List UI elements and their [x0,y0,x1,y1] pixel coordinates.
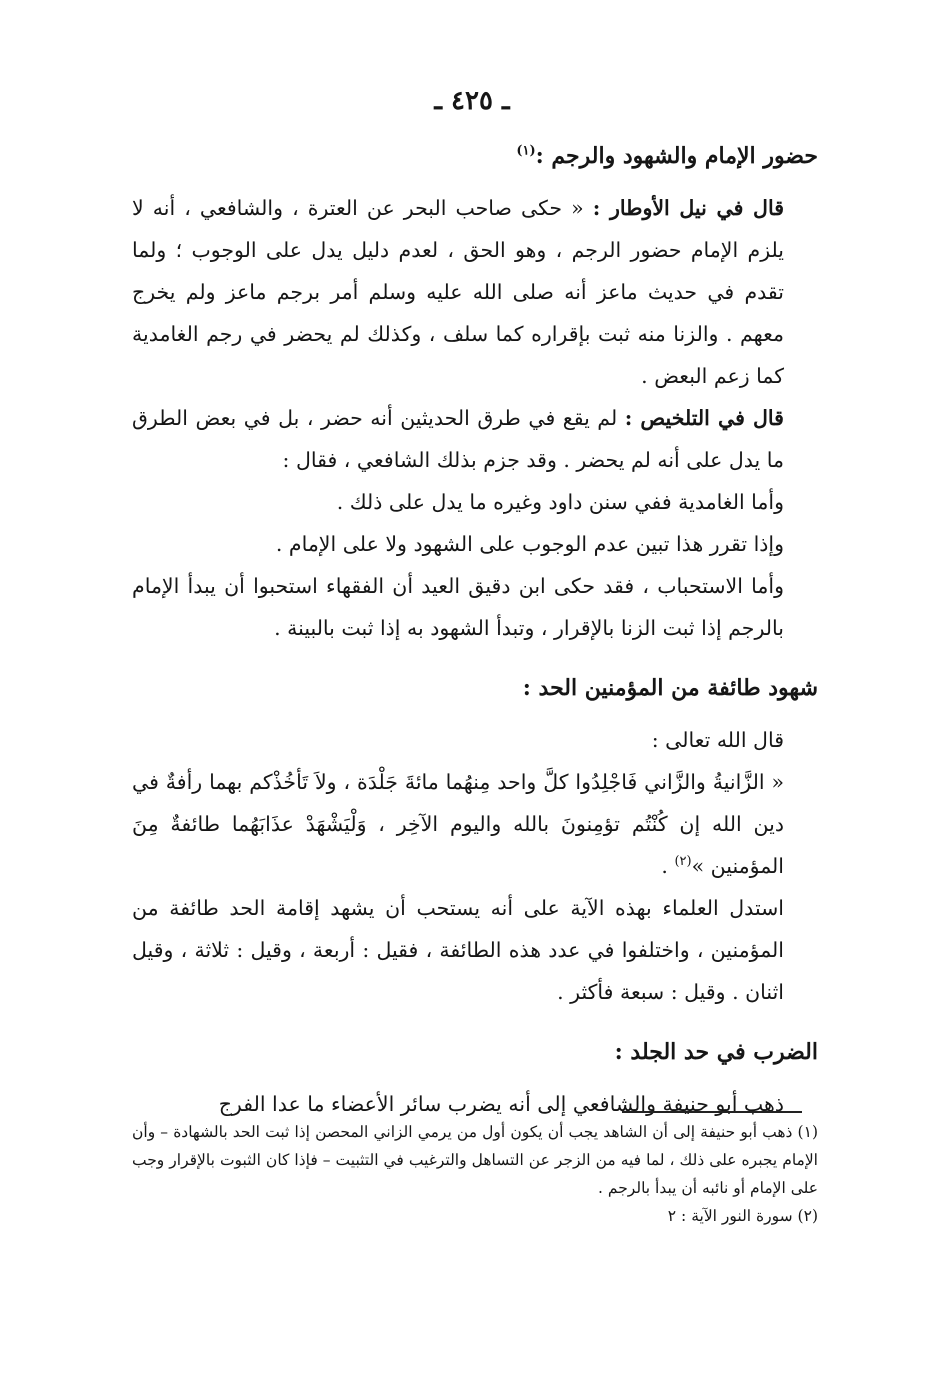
footnote-ref-2: (٢) [674,854,692,870]
footnote-2: (٢) سورة النور الآية : ٢ [667,1207,818,1225]
footnote-1: (١) ذهب أبو حنيفة إلى أن الشاهد يجب أن يكون أول من يرمي الزاني المحصن إذا ثبت الحد بالشهادة – وأن الإمام يجبره على ذلك ، لما فيه من الزجر عن التساهل والترغيب في التثبيت – فإذا كان الثبوت بالإقرار وجب على الإمام أو نائبه أن يبدأ بالرجم . [132,1123,818,1197]
paragraph-abu-hanifa: ذهب أبو حنيفة والشافعي إلى أنه يضرب سائر الأعضاء ما عدا الفرج [218,1092,784,1116]
spacer [132,649,818,667]
footnote-ref-1: (١) [516,143,536,159]
quran-verse: « الزَّانيةُ والزَّاني فَاجْلِدُوا كلَّ واحد مِنهُما مائةَ جَلْدَة ، ولاَ تَأخُذْكم بهما رأفةٌ في دين الله إن كُنْتُم تؤمِنونَ بالله واليوم الآخِر ، وَلْيَشْهَدْ عذَابَهُما طائفةٌ مِنَ المؤمنين »$^{(٢)}$ . [132,770,784,878]
spacer [132,709,818,719]
verse-text: « الزَّانيةُ والزَّاني فَاجْلِدُوا كلَّ واحد مِنهُما مائةَ جَلْدَة ، ولاَ تَأخُذْكم بهما رأفةٌ في دين الله إن كُنْتُم تؤمِنونَ بالله واليوم الآخِر ، وَلْيَشْهَدْ عذَابَهُما طائفةٌ مِنَ المؤمنين » [132,770,784,878]
paragraph-lead: قال في التلخيص : [624,406,784,430]
paragraph-allah-said: قال الله تعالى : [651,728,784,752]
paragraph-talkhis [132,397,818,481]
section-heading-flogging: الضرب في حد الجلد : [614,1039,818,1065]
paragraph-ghamidiya: وأما الغامدية ففي سنن داود وغيره ما يدل على ذلك . [336,490,784,514]
footnotes [132,1118,818,1230]
paragraph-recommendation: وأما الاستحباب ، فقد حكى ابن دقيق العيد أن الفقهاء استحبوا أن يبدأ الإمام بالرجم إذا ثبت الزنا بالإقرار ، وتبدأ الشهود به إذا ثبت بالبينة . [132,574,784,640]
paragraph-no-obligation: وإذا تقرر هذا تبين عدم الوجوب على الشهود ولا على الإمام . [275,532,784,556]
spacer [132,1073,818,1083]
page-number: ـ ٤٢٥ ـ [434,86,510,116]
page-body [132,135,818,1125]
paragraph-lead: قال في نيل الأوطار : [592,196,784,220]
paragraph-nail-al-awtar [132,187,818,397]
section-heading-imam-presence [132,135,818,177]
spacer [132,1013,818,1031]
spacer [132,177,818,187]
section-heading-witnessing: شهود طائفة من المؤمنين الحد : [522,675,818,701]
paragraph-scholars-inference: استدل العلماء بهذه الآية على أنه يستحب أن يشهد إقامة الحد طائفة من المؤمنين ، واختلفوا في عدد هذه الطائفة ، فقيل : أربعة ، وقيل : ثلاثة ، وقيل اثنان . وقيل : سبعة فأكثر . [132,896,784,1004]
section-heading-text: حضور الإمام والشهود والرجم : [535,143,818,169]
paragraph-text: « حكى صاحب البحر عن العترة ، والشافعي ، أنه لا يلزم الإمام حضور الرجم ، وهو الحق ، لعدم دليل يدل على الوجوب ؛ ولما تقدم في حديث ماعز أنه صلى الله عليه وسلم أمر برجم ماعز ولم يخرج معهم . والزنا منه ثبت بإقراره كما سلف ، وكذلك لم يحضر في رجم الغامدية كما زعم البعض . [132,196,784,388]
paragraph-text: لم يقع في طرق الحديثين أنه حضر ، بل في بعض الطرق ما يدل على أنه لم يحضر . وقد جزم بذلك الشافعي ، فقال : [132,406,784,472]
footnote-divider [622,1111,802,1113]
